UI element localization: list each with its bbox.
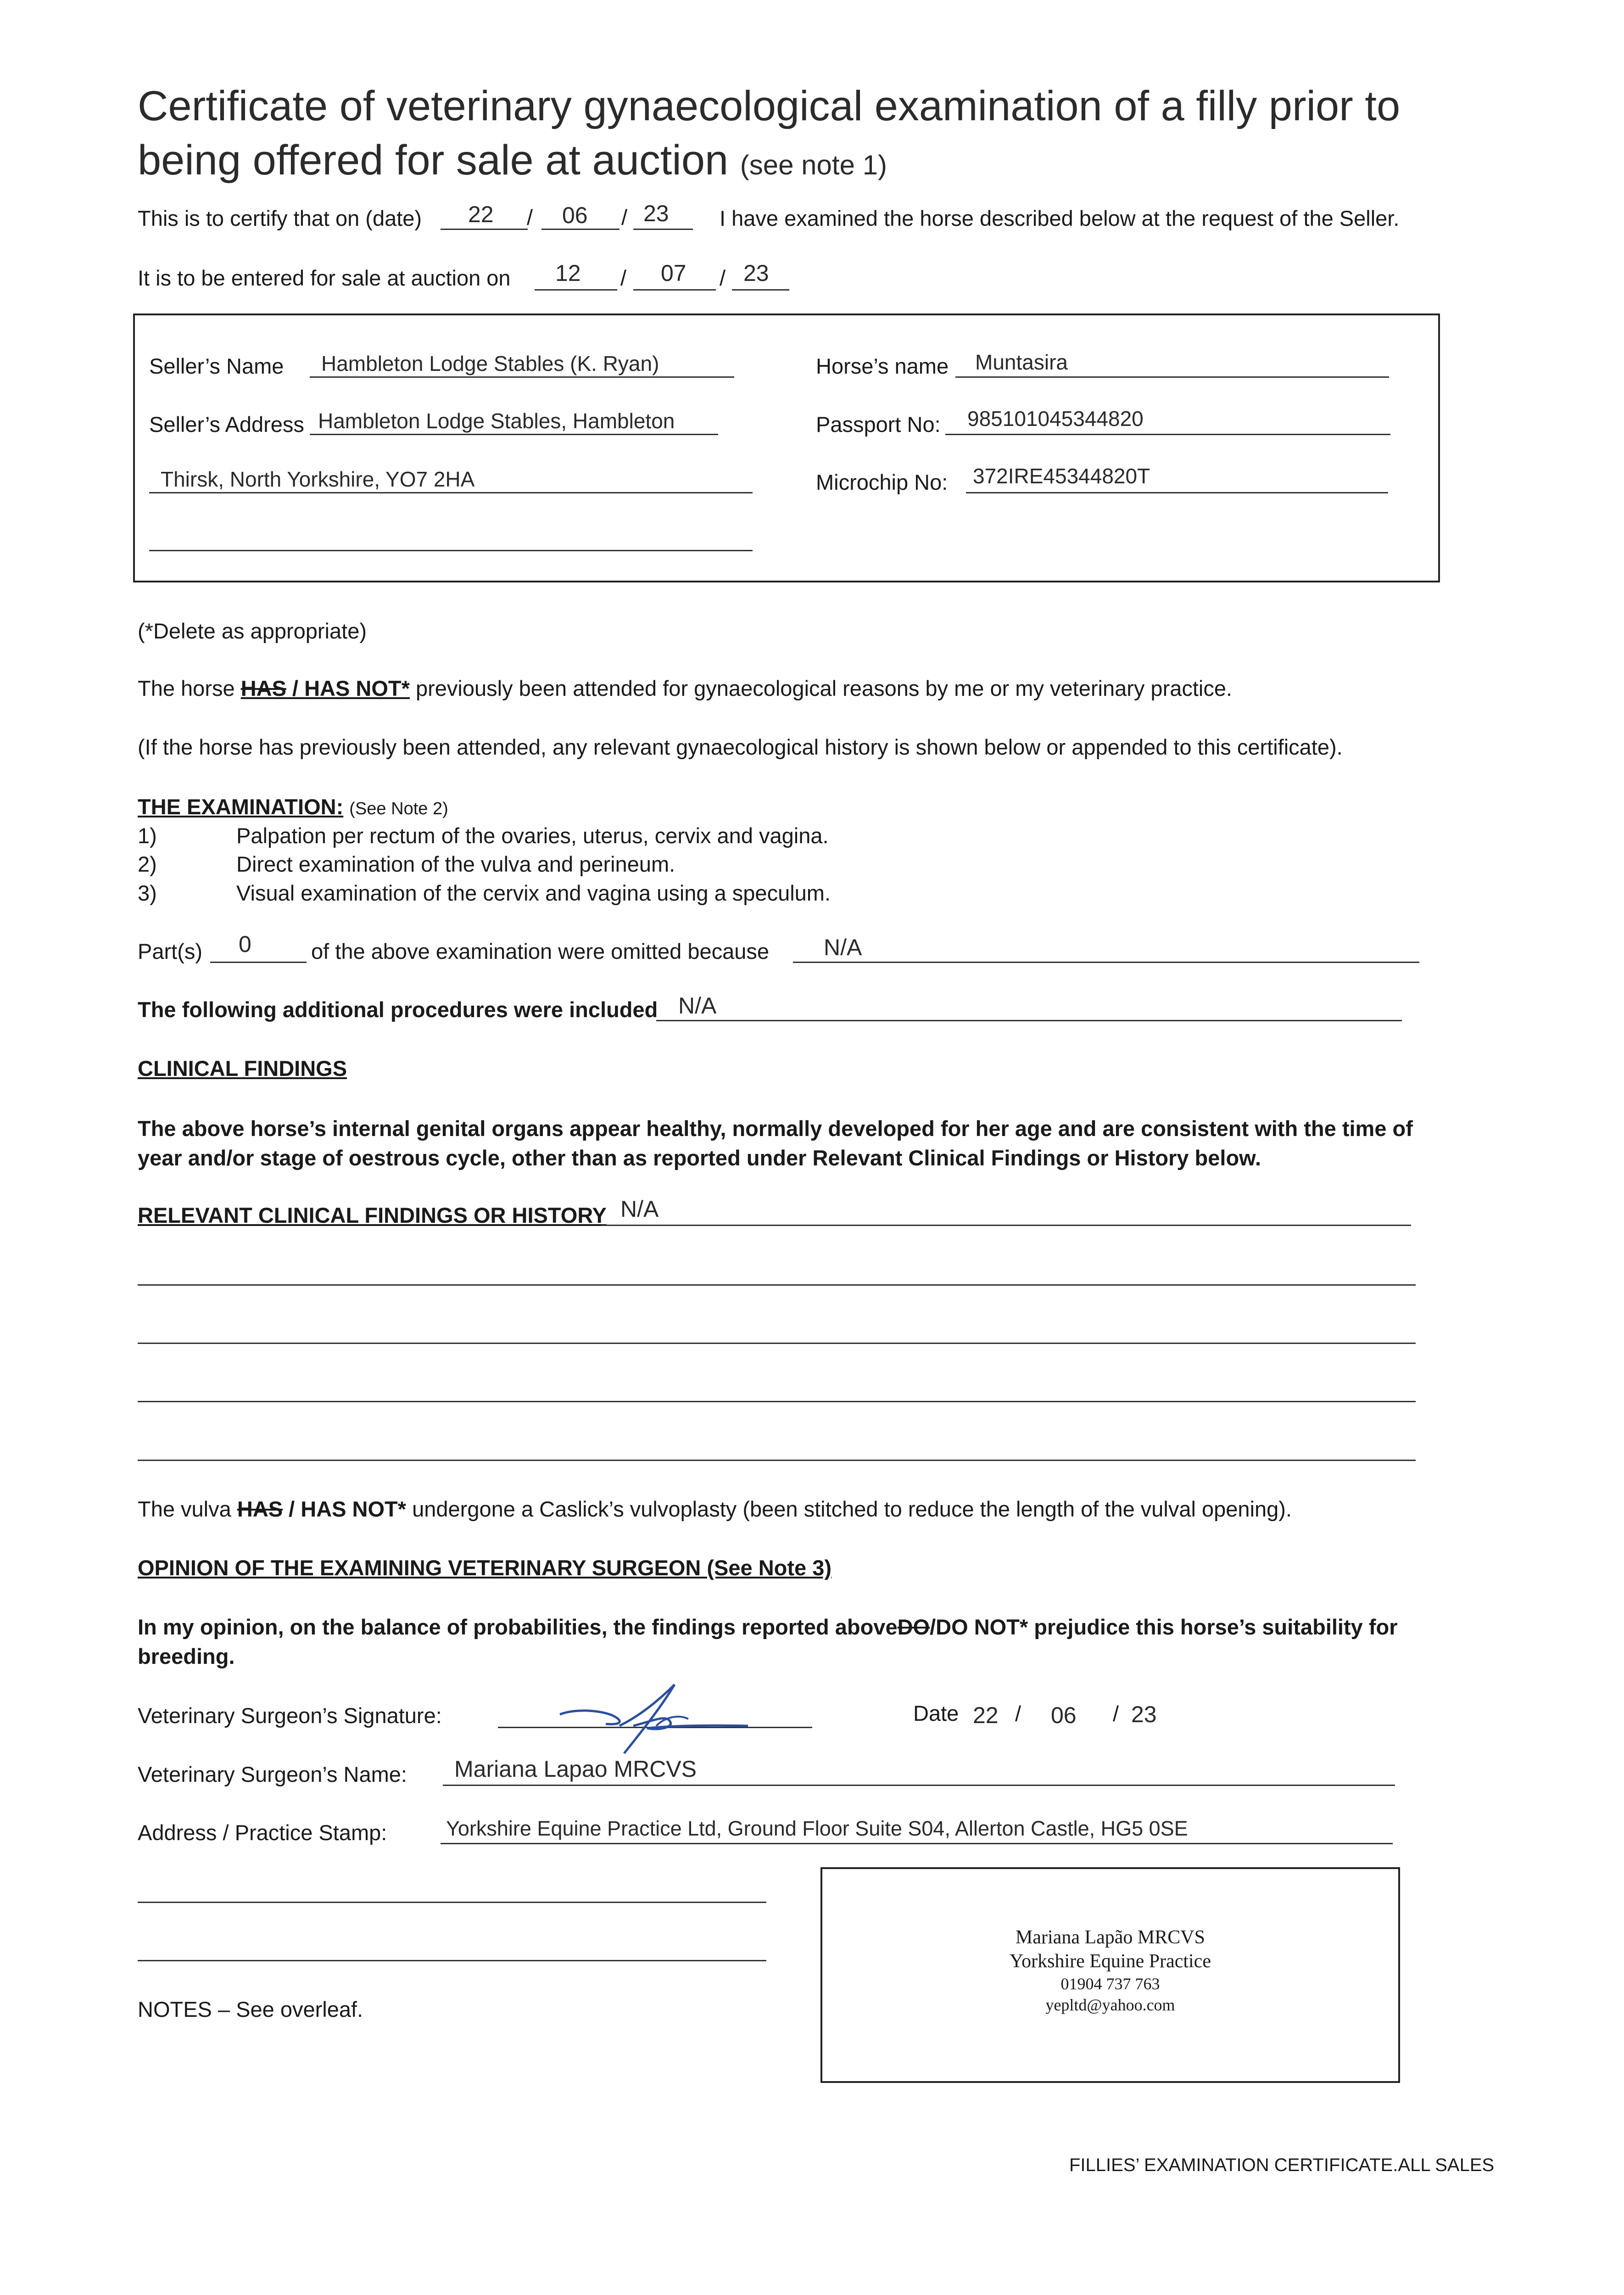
seller-address-label: Seller’s Address: [149, 412, 304, 437]
seller-address-line2: Thirsk, North Yorkshire, YO7 2HA: [161, 467, 475, 491]
microchip-label: Microchip No:: [816, 470, 948, 494]
additional-value: N/A: [678, 993, 717, 1019]
omitted-parts-value: 0: [239, 931, 251, 957]
opinion-suffix: prejudice this horse’s suitability for breeding.: [138, 1615, 1398, 1668]
slash: /: [1015, 1702, 1021, 1726]
attended-suffix: previously been attended for gynaecological reasons by me or my veterinary practice.: [415, 676, 1233, 700]
delete-note: (*Delete as appropriate): [138, 619, 367, 643]
exam-item-text-1: Palpation per rectum of the ovaries, uterus, cervix and vagina.: [236, 823, 829, 848]
slash: /: [527, 205, 533, 230]
form-footer: FILLIES’ EXAMINATION CERTIFICATE.ALL SALES: [1069, 2155, 1495, 2175]
attended-slash: /: [286, 676, 305, 700]
title-main: Certificate of veterinary gynaecological examination of a filly prior to being offered for sale at auction: [138, 83, 1401, 184]
attended-sentence: [138, 676, 1232, 701]
auction-prefix: It is to be entered for sale at auction on: [138, 266, 511, 290]
exam-item-num-2: 2): [138, 852, 157, 876]
certificate-title: [138, 79, 1468, 192]
notes-overleaf: NOTES – See overleaf.: [138, 1997, 363, 2021]
signature-date-day: 22: [973, 1702, 999, 1728]
passport-number: 985101045344820: [967, 407, 1144, 431]
seller-name-value: Hambleton Lodge Stables (K. Ryan): [321, 352, 659, 375]
opinion-kept-option: /DO NOT*: [930, 1615, 1028, 1639]
certify-month: 06: [562, 202, 588, 228]
vulva-suffix: undergone a Caslick’s vulvoplasty (been stitched to reduce the length of the vulval opening).: [412, 1497, 1292, 1521]
slash: /: [620, 266, 627, 290]
certify-year: 23: [643, 201, 669, 226]
exam-item-num-1: 1): [138, 823, 157, 848]
certify-prefix: This is to certify that on (date): [138, 206, 422, 230]
auction-day: 12: [555, 260, 581, 286]
address-stamp-label: Address / Practice Stamp:: [138, 1820, 387, 1845]
relevant-findings-label: RELEVANT CLINICAL FINDINGS OR HISTORY: [138, 1203, 607, 1227]
vulva-kept-option: HAS NOT*: [301, 1497, 407, 1521]
seller-address-line1: Hambleton Lodge Stables, Hambleton: [318, 409, 675, 433]
stamp-surgeon-name: Mariana Lapão MRCVS: [1016, 1927, 1205, 1948]
signature-image: [551, 1671, 757, 1758]
horse-name-value: Muntasira: [975, 350, 1068, 374]
omitted-middle: of the above examination were omitted because: [311, 939, 770, 963]
stamp-email: yepltd@yahoo.com: [1045, 1996, 1175, 2014]
seller-name-label: Seller’s Name: [149, 354, 284, 378]
practice-address-value: Yorkshire Equine Practice Ltd, Ground Floor Suite S04, Allerton Castle, HG5 0SE: [446, 1817, 1188, 1840]
title-note: (see note 1): [740, 150, 887, 180]
omitted-reason-value: N/A: [824, 935, 862, 960]
slash: /: [720, 266, 726, 290]
examination-heading: [138, 794, 448, 819]
certify-day: 22: [468, 202, 494, 227]
signature-label: Veterinary Surgeon’s Signature:: [138, 1703, 442, 1728]
examination-heading-note: (See Note 2): [349, 799, 448, 818]
opinion-struck-option: DO: [897, 1615, 930, 1639]
attended-prefix: The horse: [138, 676, 235, 700]
certify-suffix: I have examined the horse described below at the request of the Seller.: [720, 206, 1400, 230]
auction-month: 07: [661, 260, 686, 286]
examination-heading-text: THE EXAMINATION:: [138, 795, 344, 819]
clinical-heading: CLINICAL FINDINGS: [138, 1056, 347, 1080]
vulva-struck-option: HAS: [237, 1497, 283, 1521]
attended-struck-option: HAS: [240, 676, 286, 700]
opinion-heading: OPINION OF THE EXAMINING VETERINARY SURGEON (See Note 3): [138, 1556, 832, 1580]
signature-date-year: 23: [1131, 1702, 1157, 1727]
practice-stamp: [820, 1926, 1400, 2015]
vulva-prefix: The vulva: [138, 1497, 231, 1521]
attended-kept-option: HAS NOT*: [304, 676, 410, 700]
surgeon-name-value: Mariana Lapao MRCVS: [454, 1756, 697, 1782]
slash: /: [1113, 1702, 1119, 1726]
exam-item-text-3: Visual examination of the cervix and vagina using a speculum.: [236, 881, 831, 905]
surgeon-name-label: Veterinary Surgeon’s Name:: [138, 1762, 407, 1786]
stamp-phone: 01904 737 763: [1060, 1975, 1160, 1993]
exam-item-text-2: Direct examination of the vulva and perineum.: [236, 852, 675, 876]
history-note: (If the horse has previously been attended, any relevant gynaecological history is shown below or appended to this certificate).: [138, 735, 1343, 759]
signature-date-month: 06: [1051, 1702, 1077, 1728]
signature-date-label: Date: [913, 1701, 959, 1725]
clinical-statement: The above horse’s internal genital organs appear healthy, normally developed for her age and are consistent with the time of year and/or stage of oestrous cycle, other than as reported under Relevant Clinical Findings or History below.: [138, 1116, 1413, 1170]
omitted-prefix: Part(s): [138, 939, 202, 963]
vulva-sentence: [138, 1496, 1292, 1522]
stamp-practice-name: Yorkshire Equine Practice: [1010, 1951, 1211, 1972]
relevant-findings-value: N/A: [620, 1196, 659, 1222]
additional-label: The following additional procedures were included: [138, 997, 658, 1022]
vulva-slash: /: [283, 1497, 301, 1521]
microchip-number: 372IRE45344820T: [973, 464, 1150, 488]
horse-name-label: Horse’s name: [816, 354, 949, 378]
opinion-statement: [138, 1612, 1423, 1671]
opinion-prefix: In my opinion, on the balance of probabilities, the findings reported above: [138, 1615, 898, 1639]
slash: /: [621, 205, 628, 230]
passport-label: Passport No:: [816, 412, 941, 437]
auction-year: 23: [743, 260, 769, 286]
exam-item-num-3: 3): [138, 881, 157, 905]
